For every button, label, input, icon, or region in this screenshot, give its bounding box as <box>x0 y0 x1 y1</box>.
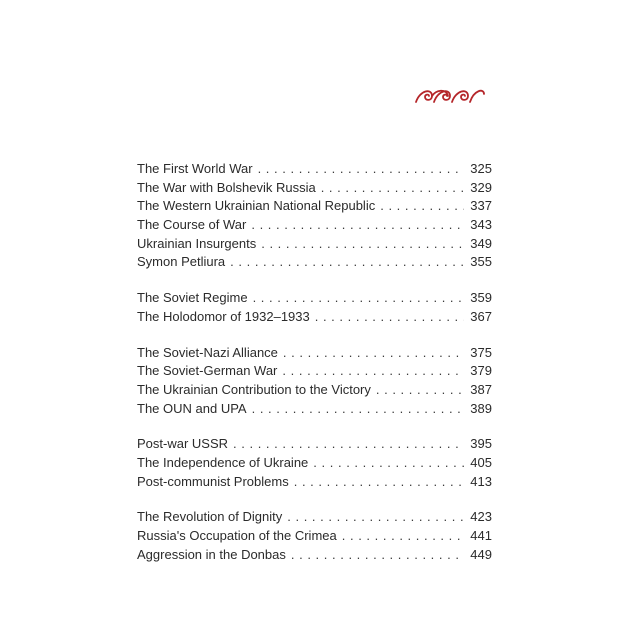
toc-dot-leader <box>258 160 464 179</box>
toc-entry[interactable] <box>137 508 492 527</box>
toc-entry[interactable] <box>137 308 492 327</box>
toc-entry-title: The Western Ukrainian National Republic <box>137 198 376 214</box>
toc-entry-title: The First World War <box>137 161 253 176</box>
toc-dot-leader <box>230 253 464 272</box>
toc-entry-title: The Soviet Regime <box>137 290 248 306</box>
toc-entry[interactable] <box>137 473 492 492</box>
toc-dot-leader <box>376 381 464 400</box>
toc-dot-leader <box>313 454 464 473</box>
toc-entry[interactable] <box>137 400 492 419</box>
wave-scroll-ornament-icon <box>414 84 486 106</box>
toc-entry-title: The Ukrainian Contribution to the Victory <box>137 381 371 397</box>
toc-page-number: 329 <box>470 179 492 195</box>
toc-page-number: 359 <box>470 290 492 306</box>
toc-entry[interactable] <box>137 179 492 198</box>
toc-page-number: 389 <box>470 400 492 416</box>
toc-entry[interactable] <box>137 160 492 179</box>
toc-page-number: 375 <box>470 344 492 360</box>
toc-entry-title: The War with Bolshevik Russia <box>137 179 316 195</box>
toc-section <box>137 508 492 564</box>
toc-page-number: 423 <box>470 509 492 525</box>
toc-entry-title: The Soviet-German War <box>137 363 278 379</box>
toc-dot-leader <box>253 289 464 308</box>
toc-entry-title: The Independence of Ukraine <box>137 454 309 470</box>
toc-dot-leader <box>283 344 464 363</box>
toc-entry-title: Symon Petliura <box>137 254 226 270</box>
toc-dot-leader <box>321 179 464 198</box>
table-of-contents <box>137 160 492 564</box>
toc-dot-leader <box>380 197 464 216</box>
toc-section <box>137 435 492 491</box>
toc-dot-leader <box>261 235 464 254</box>
toc-section <box>137 344 492 419</box>
toc-entry[interactable] <box>137 454 492 473</box>
toc-page-number: 337 <box>470 198 492 214</box>
toc-page-number: 349 <box>470 235 492 251</box>
toc-entry-title: Aggression in the Donbas <box>137 546 286 562</box>
toc-entry[interactable] <box>137 435 492 454</box>
toc-dot-leader <box>282 362 464 381</box>
toc-entry-title: The Holodomor of 1932–1933 <box>137 308 310 324</box>
toc-entry[interactable] <box>137 527 492 546</box>
toc-page-number: 355 <box>470 254 492 270</box>
toc-dot-leader <box>287 508 464 527</box>
toc-section <box>137 160 492 272</box>
toc-entry-title: The Soviet-Nazi Alliance <box>137 344 278 360</box>
toc-entry[interactable] <box>137 344 492 363</box>
toc-page-number: 387 <box>470 381 492 397</box>
toc-section <box>137 289 492 326</box>
toc-page-number: 325 <box>470 161 492 176</box>
toc-page-number: 395 <box>470 436 492 452</box>
toc-dot-leader <box>342 527 464 546</box>
toc-dot-leader <box>315 308 464 327</box>
toc-page-number: 413 <box>470 473 492 489</box>
toc-entry[interactable] <box>137 235 492 254</box>
toc-entry-title: Post-communist Problems <box>137 473 289 489</box>
toc-page-number: 405 <box>470 454 492 470</box>
toc-page-number: 449 <box>470 546 492 562</box>
toc-dot-leader <box>252 400 464 419</box>
toc-entry[interactable] <box>137 197 492 216</box>
toc-dot-leader <box>233 435 464 454</box>
toc-entry-title: The Revolution of Dignity <box>137 509 283 525</box>
toc-entry[interactable] <box>137 362 492 381</box>
toc-entry-title: The Course of War <box>137 217 247 233</box>
toc-entry-title: The OUN and UPA <box>137 400 247 416</box>
toc-entry-title: Post-war USSR <box>137 436 229 452</box>
toc-entry[interactable] <box>137 253 492 272</box>
toc-page-number: 367 <box>470 308 492 324</box>
toc-page-number: 343 <box>470 217 492 233</box>
toc-entry-title: Russia's Occupation of the Crimea <box>137 528 337 543</box>
toc-page-number: 441 <box>470 528 492 543</box>
toc-dot-leader <box>251 216 464 235</box>
toc-page-number: 379 <box>470 363 492 379</box>
toc-entry[interactable] <box>137 546 492 565</box>
toc-entry-title: Ukrainian Insurgents <box>137 235 257 251</box>
toc-dot-leader <box>291 546 464 565</box>
toc-entry[interactable] <box>137 216 492 235</box>
toc-entry[interactable] <box>137 381 492 400</box>
toc-dot-leader <box>294 473 464 492</box>
toc-entry[interactable] <box>137 289 492 308</box>
